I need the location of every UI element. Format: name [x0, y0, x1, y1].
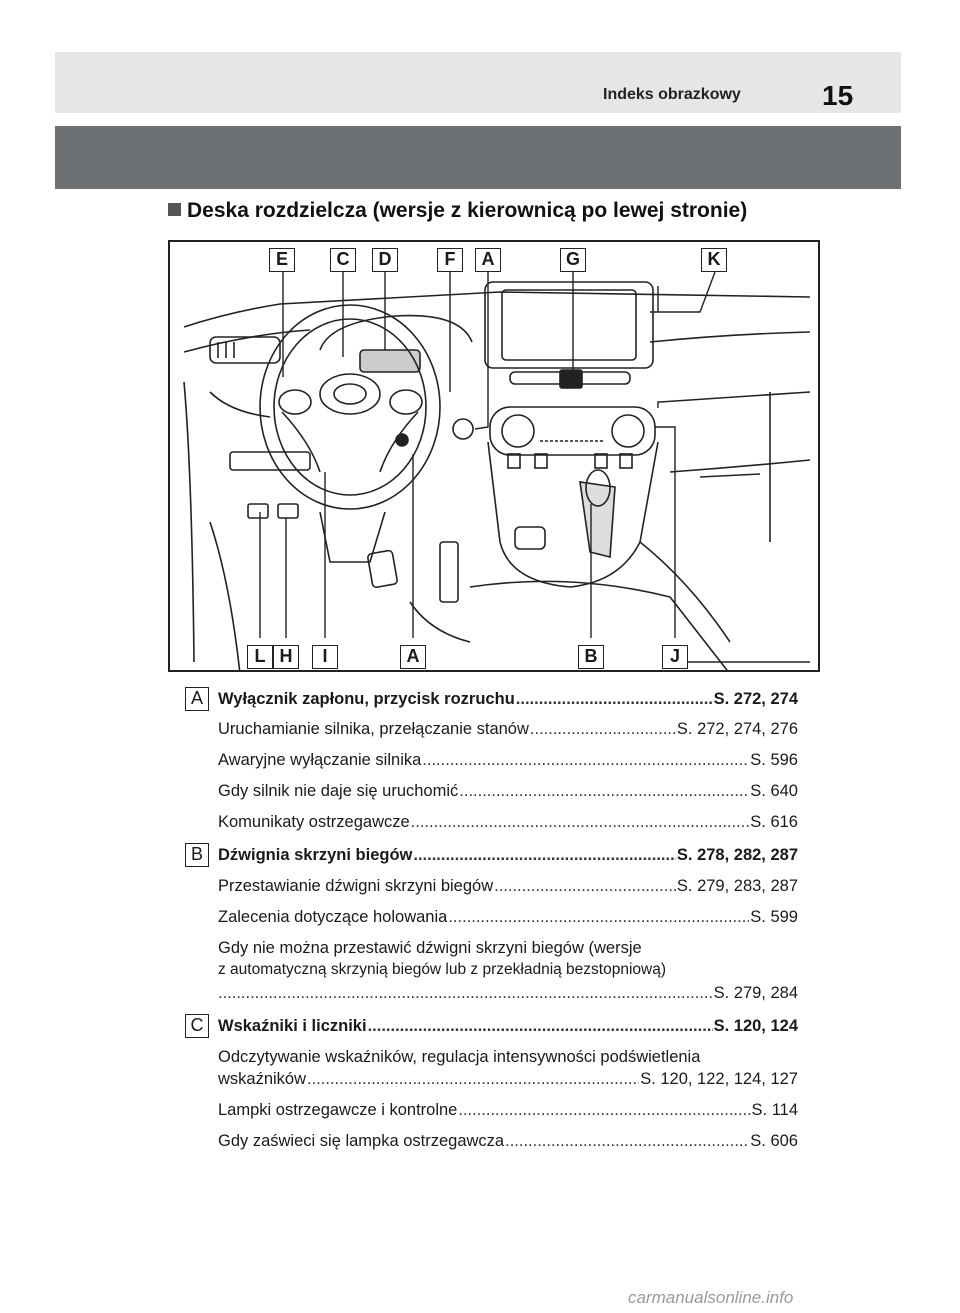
entry-c-multiline-label: wskaźników [218, 1070, 307, 1088]
figure-label-f: F [437, 248, 463, 272]
entry-c-title: Wskaźniki i liczniki [218, 1017, 367, 1035]
entry-a-item-label: Komunikaty ostrzegawcze [218, 813, 410, 831]
entry-a-ref: S. 272, 274 [713, 690, 798, 708]
entry-b-item-ref: S. 599 [750, 908, 798, 926]
entry-c-item [218, 1100, 798, 1120]
entry-a-title: Wyłącznik zapłonu, przycisk rozruchu [218, 690, 515, 708]
entry-b-multiline-line2: z automatyczną skrzynią biegów lub z przekładnią bezstopniową) [218, 961, 667, 978]
entry-a-item-ref: S. 640 [750, 782, 798, 800]
entry-a-item-label: Uruchamianie silnika, przełączanie stanów [218, 720, 529, 738]
figure-label-l: L [247, 645, 273, 669]
entry-c-title-row [218, 1016, 798, 1036]
entry-b-item-label: Zalecenia dotyczące holowania [218, 908, 448, 926]
entry-a-item-label: Awaryjne wyłączanie silnika [218, 751, 422, 769]
entry-c-item-ref: S. 114 [751, 1101, 798, 1119]
entry-b-item-ref: S. 279, 283, 287 [676, 877, 798, 895]
section-title-text: Deska rozdzielcza (wersje z kierownicą po lewej stronie) [187, 199, 748, 222]
section-title [168, 199, 747, 223]
entry-a-item-label: Gdy silnik nie daje się uruchomić [218, 782, 459, 800]
entry-letter-c: C [185, 1014, 209, 1038]
figure-label-j: J [662, 645, 688, 669]
entry-a-title-row [218, 689, 798, 709]
figure-label-i: I [312, 645, 338, 669]
entry-c-multiline-row2 [218, 1069, 798, 1089]
entry-a-item-ref: S. 616 [750, 813, 798, 831]
entry-a-item-ref: S. 272, 274, 276 [676, 720, 798, 738]
entry-c-item-label: Lampki ostrzegawcze i kontrolne [218, 1101, 458, 1119]
figure-label-a-top: A [475, 248, 501, 272]
bullet-square-icon [168, 203, 181, 216]
entry-a-item [218, 781, 798, 801]
entry-b-item [218, 907, 798, 927]
figure-label-c: C [330, 248, 356, 272]
entry-c-item [218, 1131, 798, 1151]
watermark: carmanualsonline.info [628, 1288, 794, 1307]
header-title: Indeks obrazkowy [603, 86, 741, 103]
page-number: 15 [822, 80, 854, 111]
entry-a-item [218, 719, 798, 739]
figure-label-g: G [560, 248, 586, 272]
entry-b-item [218, 876, 798, 896]
entry-c-ref: S. 120, 124 [713, 1017, 798, 1035]
figure-label-k: K [701, 248, 727, 272]
figure-label-e: E [269, 248, 295, 272]
page-header [55, 52, 901, 113]
entry-a-item [218, 812, 798, 832]
entry-c-item-ref: S. 606 [750, 1132, 798, 1150]
figure-label-h: H [273, 645, 299, 669]
entry-letter-a: A [185, 687, 209, 711]
figure-label-a-bottom: A [400, 645, 426, 669]
entry-b-title: Dźwignia skrzyni biegów [218, 846, 413, 864]
entry-a-item-ref: S. 596 [750, 751, 798, 769]
section-band [55, 126, 901, 189]
entry-b-title-row [218, 845, 798, 865]
figure-label-d: D [372, 248, 398, 272]
entry-c-multiline-line1: Odczytywanie wskaźników, regulacja intensywności podświetlenia [218, 1048, 701, 1066]
entry-c-multiline-ref: S. 120, 122, 124, 127 [640, 1070, 798, 1088]
entry-letter-b: B [185, 843, 209, 867]
dashboard-illustration [168, 240, 820, 672]
entry-b-ref: S. 278, 282, 287 [676, 846, 798, 864]
figure-label-b: B [578, 645, 604, 669]
dashboard-drawing [170, 242, 820, 672]
entry-b-multiline-line1: Gdy nie można przestawić dźwigni skrzyni biegów (wersje [218, 939, 642, 957]
entry-b-item-label: Przestawianie dźwigni skrzyni biegów [218, 877, 494, 895]
entry-b-multiline-ref: S. 279, 284 [713, 984, 798, 1002]
entry-b-multiline-ref-row [218, 983, 798, 1003]
entry-a-item [218, 750, 798, 770]
entry-c-item-label: Gdy zaświeci się lampka ostrzegawcza [218, 1132, 505, 1150]
